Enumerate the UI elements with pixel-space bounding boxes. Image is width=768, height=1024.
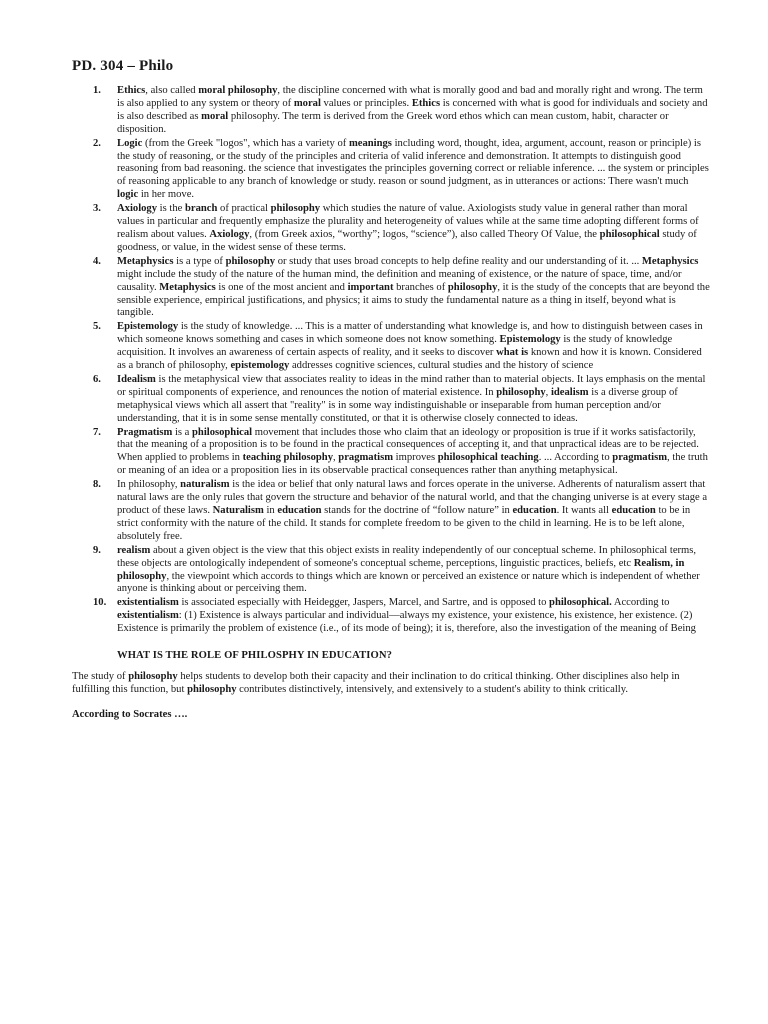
bold-term: important [347,281,394,293]
bold-term: philosophical [599,228,660,240]
bold-term: Axiology [209,228,250,240]
bold-term: idealism [550,386,589,398]
item-number: 3. [93,203,101,215]
definition-item [72,597,710,636]
bold-term: Pragmatism [117,426,173,438]
bold-term: Metaphysics [641,255,699,267]
bold-term: teaching philosophy [242,452,333,464]
definition-item [72,256,710,321]
bold-term: moral [293,97,321,109]
bold-term: Axiology [117,203,158,215]
section-heading: WHAT IS THE ROLE OF PHILOSPHY IN EDUCATION? [117,650,392,662]
definition-item [72,545,710,597]
bold-term: pragmatism [338,452,394,464]
item-number: 4. [93,255,101,267]
item-number: 7. [93,426,101,438]
bold-term: moral [201,110,229,122]
item-text: existentialism is associated especially with Heidegger, Jaspers, Marcel, and Sartre, and is opposed to philosophical. According to existentialism: (1) Existence is always particular and individual—always my existence, your existence, his existence, her existence. (2) Existence is primarily the problem of existence (i.e., of its mode of being); it is, therefore, also the investigation of the meaning of Being [117,597,696,635]
item-text: Idealism is the metaphysical view that associates reality to ideas in the mind rather than to material objects. It lays emphasis on the mental or spiritual components of experience, and renounces the notion of material existence. In philosophy, idealism is a diverse group of metaphysical views which all assert that "reality" is in some way indistinguishable or inseparable from human perception and/or understanding, that it is in some sense mentally constituted, or that it is otherwise closely connected to ideas. [117,373,706,424]
role-paragraph: The study of philosophy helps students to develop both their capacity and their inclination to do critical thinking. Other disciplines also help in fulfilling this function, but philosophy contributes distinctively, intensively, and extensively to a student's ability to think critically. [72,671,680,695]
definition-item [72,203,710,255]
bold-term: pragmatism [612,452,668,464]
bold-term: Logic [117,137,143,149]
bold-term: naturalism [180,479,230,491]
definition-item [72,321,710,373]
bold-term: logic [117,189,139,201]
bold-term: Epistemology [499,334,561,346]
bold-term: philosophy [187,683,237,695]
bold-term: Naturalism [212,505,264,516]
bold-term: what is [496,347,529,359]
bold-term: Ethics [411,97,441,109]
bold-term: education [611,505,656,516]
bold-term: Idealism [117,373,156,385]
bold-term: Metaphysics [117,255,174,267]
bold-term: philosophy [496,386,546,398]
bold-term: philosophical teaching [437,452,539,464]
bold-term: meanings [348,137,392,149]
bold-term: Metaphysics [159,281,216,293]
item-number: 1. [93,85,101,96]
item-text: In philosophy, naturalism is the idea or belief that only natural laws and forces operate in the universe. Adherents of naturalism assert that natural laws are the only rules that govern the structure and behavior of the natural world, and that the changing universe is at every stage a product of these laws. Naturalism in education stands for the doctrine of “follow nature” in education. It wants all education to be in strict conformity with the nature of the child. It stands for complete freedom to be given to the child in learning. He is to be left alone, absolutely free. [117,479,708,542]
item-text: Ethics, also called moral philosophy, the discipline concerned with what is morally good and bad and morally right and wrong. The term is also applied to any system or theory of moral values or principles. Ethics is concerned with what is good for individuals and society and is also described as moral philosophy. The term is derived from the Greek word ethos which can mean custom, habit, character or disposition. [117,85,708,135]
bold-term: philosophical [192,426,253,438]
definition-item [72,479,710,544]
definition-item [72,85,710,137]
bold-term: existentialism [117,597,179,609]
bold-term: education [277,505,322,516]
bold-term: philosophical. [549,597,612,609]
item-number: 10. [93,597,107,609]
item-number: 8. [93,479,101,491]
bold-term: realism [117,544,151,556]
item-number: 6. [93,373,101,385]
item-text: realism about a given object is the view that this object exists in reality independently of our conceptual scheme. In philosophical terms, these objects are ontologically independent of someone's conceptual scheme, perceptions, linguistic practices, beliefs, etc Realism, in philosophy, the viewpoint which accords to things which are known or perceived an existence or nature which is independent of whether anyone is thinking about or perceiving them. [117,544,700,595]
bold-term: philosophy [447,281,498,293]
item-text: Axiology is the branch of practical philosophy which studies the nature of value. Axiologists study value in general rather than moral values in particular and frequently emphasize the plurality and heterogeneity of values while at the same time adopting different forms of realism about values. Axiology, (from Greek axios, “worthy”; logos, “science”), also called Theory Of Value, the philosophical study of goodness, or value, in the widest sense of these terms. [117,203,699,253]
definitions-list [72,85,710,636]
bold-term: education [512,505,557,516]
item-number: 9. [93,544,101,556]
item-text: Metaphysics is a type of philosophy or study that uses broad concepts to help define reality and our understanding of it. ... Metaphysics might include the study of the nature of the human mind, the definition and meaning of existence, or the nature of space, time, and/or causality. Metaphysics is one of the most ancient and important branches of philosophy, it is the study of the concepts that are beyond the sensible experience, empirical justifications, and physics; it aims to study the fundamental nature as a thing in itself, beyond what is tangible. [117,255,710,319]
item-text: Epistemology is the study of knowledge. ... This is a matter of understanding what knowledge is, and how to distinguish between cases in which someone knows something and cases in which someone does not know something. Epistemology is the study of knowledge acquisition. It involves an awareness of certain aspects of reality, and it seeks to discover what is known and how it is known. Considered as a branch of philosophy, epistemology addresses cognitive sciences, cultural studies and the history of science [117,321,703,372]
closing-line: According to Socrates …. [72,708,188,720]
bold-term: branch [185,203,218,215]
bold-term: philosophy [128,671,178,683]
item-text: Logic (from the Greek "logos", which has a variety of meanings including word, thought, idea, argument, account, reason or principle) is the study of reasoning, or the study of the principles and criteria of valid inference and demonstration. It attempts to distinguish good reasoning from bad reasoning. the science that investigates the principles governing correct or reliable inference. ... the system or principles of reasoning applicable to any branch of knowledge or study. reason or sound judgment, as in utterances or actions: There wasn't much logic in her move. [117,137,709,201]
bold-term: moral philosophy [198,85,278,96]
item-text: Pragmatism is a philosophical movement that includes those who claim that an ideology or proposition is true if it works satisfactorily, that the meaning of a proposition is to be found in the practical consequences of accepting it, and that unpractical ideas are to be rejected. When applied to problems in teaching philosophy, pragmatism improves philosophical teaching. ... According to pragmatism, the truth or meaning of an idea or a proposition lies in its observable practical consequences rather than anything metaphysical. [117,426,708,477]
document-title: PD. 304 – Philo [72,58,174,74]
bold-term: philosophy [270,203,321,215]
definition-item [72,427,710,479]
bold-term: epistemology [230,360,290,372]
definition-item [72,138,710,203]
bold-term: existentialism [117,610,179,622]
bold-term: Ethics [117,85,146,96]
definition-item [72,374,710,426]
bold-term: Realism, in philosophy [117,557,685,582]
bold-term: Epistemology [117,321,179,333]
bold-term: philosophy [225,255,276,267]
item-number: 2. [93,137,101,149]
item-number: 5. [93,321,101,333]
